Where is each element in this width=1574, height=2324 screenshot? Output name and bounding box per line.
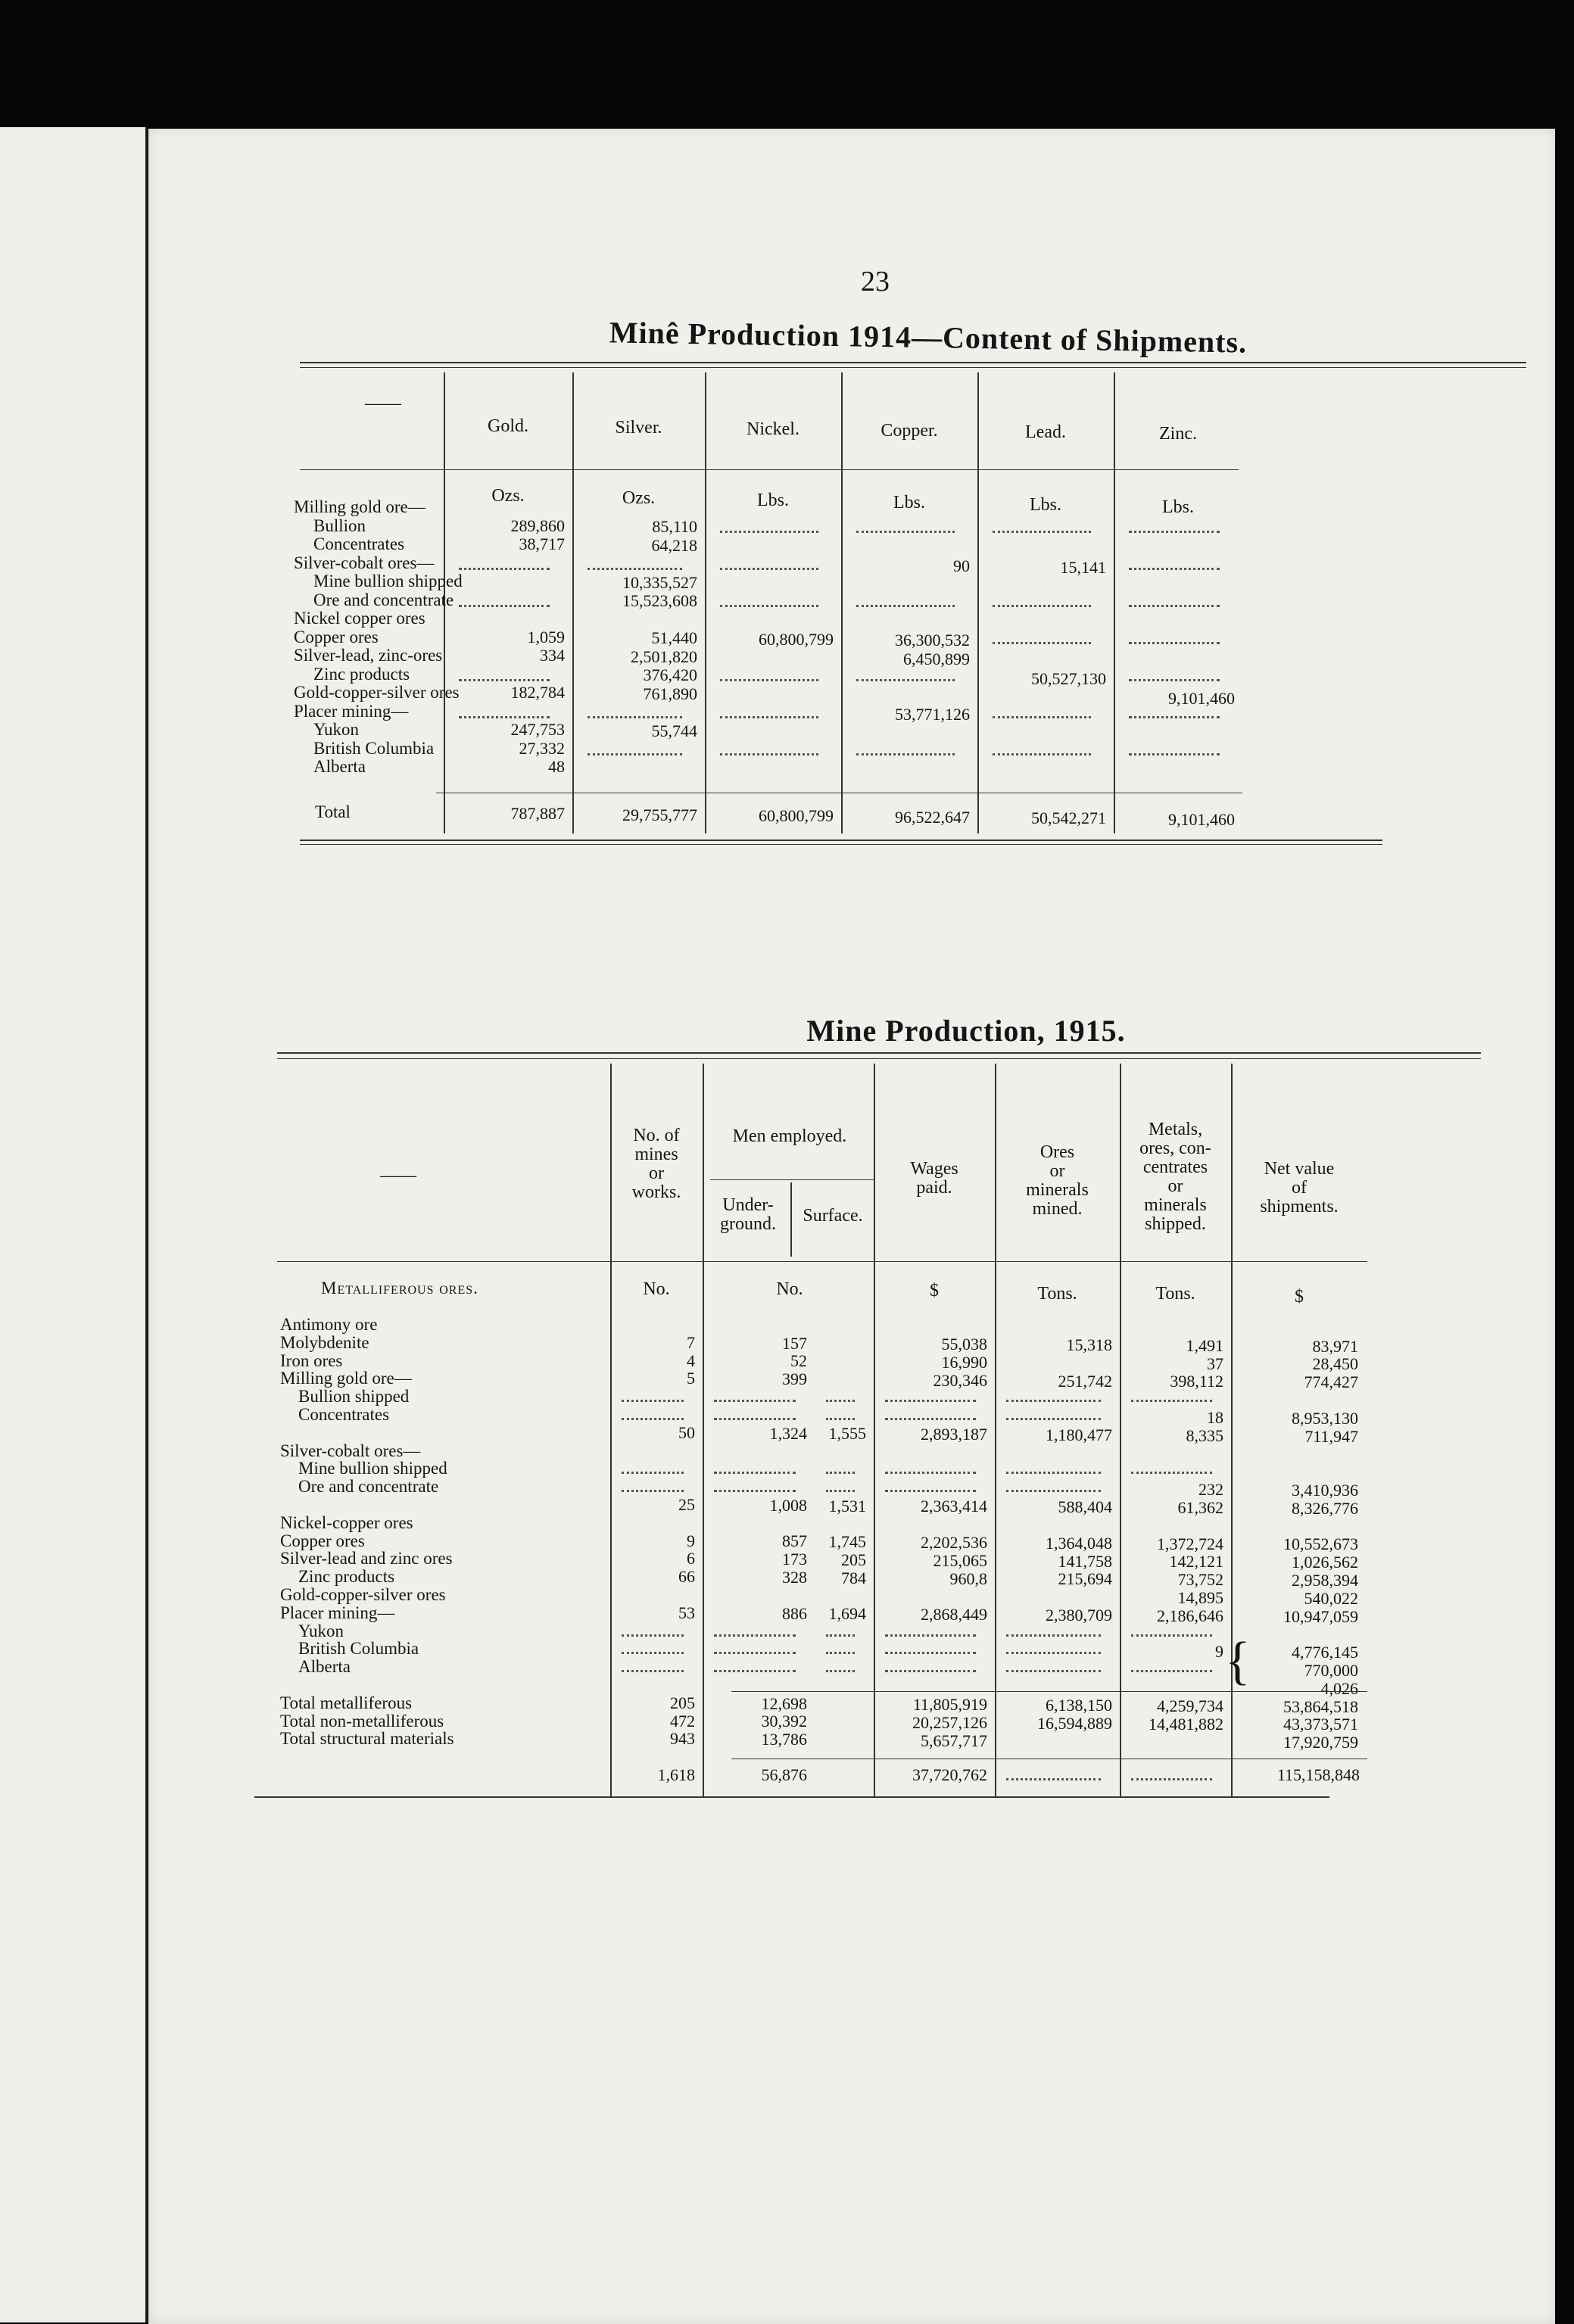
cell-value: 38,717 — [519, 534, 565, 553]
page-number: 23 — [861, 266, 890, 298]
leader-dots — [885, 1490, 976, 1492]
leader-dots — [856, 753, 955, 755]
row-label: British Columbia — [298, 1639, 419, 1659]
leader-dots — [826, 1634, 855, 1637]
men-employed-rule — [710, 1179, 875, 1180]
cell-value: 2,186,646 — [1157, 1606, 1223, 1625]
cell-value: 8,326,776 — [1292, 1498, 1358, 1518]
cell-value: 1,364,048 — [1046, 1533, 1112, 1553]
column-header: Zinc. — [1159, 424, 1197, 444]
cell-value: 2,958,394 — [1292, 1571, 1358, 1590]
header-net-value: Net value of shipments. — [1260, 1159, 1339, 1217]
leader-dots — [714, 1490, 796, 1492]
cell-value: 14,481,882 — [1149, 1714, 1223, 1734]
row-label: British Columbia — [313, 738, 435, 758]
leader-dots — [714, 1418, 796, 1420]
leader-dots — [1129, 753, 1220, 755]
leader-dots — [459, 679, 550, 681]
cell-value: 6 — [687, 1549, 695, 1569]
leader-dots — [885, 1634, 976, 1637]
cell-value: 53,771,126 — [895, 705, 970, 724]
leader-dots — [993, 605, 1091, 607]
leader-dots — [885, 1418, 976, 1420]
table1-top-rule-2 — [300, 367, 1526, 368]
column-rule — [705, 372, 706, 833]
cell-value: 960,8 — [949, 1569, 987, 1588]
cell-value: 51,440 — [651, 628, 697, 647]
total-value: 50,542,271 — [1031, 808, 1106, 827]
leader-dots — [993, 642, 1091, 644]
leader-dots — [826, 1400, 855, 1402]
cell-value: 472 — [670, 1711, 695, 1731]
cell-value: 399 — [782, 1369, 807, 1389]
cell-value: 55,744 — [651, 721, 697, 740]
leader-dots — [856, 679, 955, 681]
cell-value: 205 — [841, 1550, 866, 1569]
unit-mines: No. — [643, 1279, 670, 1299]
row-label: Molybdenite — [280, 1332, 369, 1352]
cell-value: 15,141 — [1060, 557, 1106, 577]
cell-value: 10,552,673 — [1283, 1534, 1358, 1554]
cell-value: 1,026,562 — [1292, 1553, 1358, 1572]
column-rule — [977, 372, 979, 833]
row-label: Iron ores — [280, 1350, 343, 1370]
cell-value: 2,893,187 — [921, 1425, 987, 1444]
row-label: Yukon — [298, 1621, 344, 1640]
cell-value: 10,947,059 — [1283, 1606, 1358, 1626]
row-label: Yukon — [313, 720, 360, 739]
cell-value: 376,420 — [643, 665, 697, 684]
leader-dots — [622, 1670, 684, 1672]
leader-dots — [1006, 1400, 1101, 1402]
row-label: Zinc products — [313, 664, 410, 684]
adjacent-page-edge — [0, 127, 148, 2322]
unit-ores: Tons. — [1037, 1284, 1077, 1304]
leader-dots — [1129, 568, 1220, 570]
leader-dots — [885, 1670, 976, 1672]
row-label: Copper ores — [294, 627, 379, 646]
cell-value: 13,786 — [761, 1730, 807, 1749]
leader-dots — [720, 531, 818, 533]
cell-value: 43,373,571 — [1283, 1715, 1358, 1734]
cell-value: 90 — [953, 556, 970, 575]
column-unit: Ozs. — [622, 488, 656, 508]
cell-value: 2,380,709 — [1046, 1606, 1112, 1625]
cell-value: 1,180,477 — [1046, 1425, 1112, 1444]
grand-total-value: 37,720,762 — [912, 1765, 987, 1785]
cell-value: 37 — [1207, 1354, 1223, 1373]
cell-value: 52 — [790, 1351, 807, 1371]
leader-dots — [1006, 1634, 1101, 1637]
row-label: Gold-copper-silver ores — [280, 1585, 446, 1604]
cell-value: 5,657,717 — [921, 1731, 987, 1750]
leader-dots — [714, 1472, 796, 1474]
cell-value: 540,022 — [1304, 1588, 1358, 1608]
row-label: Mine bullion shipped — [313, 572, 463, 590]
leader-dots — [459, 568, 550, 570]
row-label: Nickel-copper ores — [280, 1512, 413, 1532]
cell-value: 857 — [782, 1531, 807, 1551]
leader-dots — [1006, 1418, 1101, 1420]
column-header: Gold. — [488, 416, 528, 436]
cell-value: 53,864,518 — [1283, 1696, 1358, 1716]
cell-value: 11,805,919 — [912, 1695, 987, 1715]
leader-dots — [826, 1652, 855, 1654]
leader-dots — [856, 531, 955, 533]
leader-dots — [622, 1418, 684, 1420]
row-label: Total metalliferous — [280, 1693, 413, 1712]
cell-value: 2,868,449 — [921, 1605, 987, 1625]
leader-dots — [714, 1400, 796, 1402]
table1-stub-header: —— — [365, 394, 401, 413]
cell-value: 12,698 — [761, 1693, 807, 1713]
leader-dots — [1131, 1778, 1212, 1780]
row-label: Copper ores — [280, 1531, 365, 1550]
cell-value: 28,450 — [1312, 1354, 1358, 1374]
header-ores: Ores or minerals mined. — [1026, 1142, 1089, 1219]
leader-dots — [1131, 1670, 1212, 1672]
cell-value: 15,318 — [1066, 1335, 1112, 1354]
cell-value: 588,404 — [1058, 1497, 1112, 1517]
row-label: Total non-metalliferous — [280, 1711, 444, 1731]
column-rule — [790, 1182, 792, 1257]
brace: { — [1225, 1632, 1251, 1691]
cell-value: 8,335 — [1186, 1425, 1223, 1445]
cell-value: 20,257,126 — [912, 1713, 987, 1732]
cell-value: 25 — [678, 1495, 695, 1514]
cell-value: 50 — [678, 1422, 695, 1442]
cell-value: 48 — [548, 757, 565, 776]
cell-value: 1,059 — [527, 627, 565, 646]
cell-value: 85,110 — [652, 517, 697, 536]
leader-dots — [1129, 679, 1220, 681]
row-label: Concentrates — [313, 534, 405, 553]
cell-value: 9,101,460 — [1168, 688, 1235, 708]
row-label: Milling gold ore— — [294, 497, 425, 516]
column-unit: Lbs. — [1162, 497, 1194, 517]
cell-value: 7 — [687, 1332, 695, 1352]
cell-value: 328 — [782, 1568, 807, 1587]
cell-value: 5 — [687, 1369, 695, 1388]
total-value: 29,755,777 — [622, 805, 697, 824]
leader-dots — [885, 1472, 976, 1474]
cell-value: 1,555 — [828, 1424, 866, 1444]
cell-value: 10,335,527 — [622, 572, 697, 592]
leader-dots — [459, 716, 550, 718]
leader-dots — [622, 1472, 684, 1474]
cell-value: 247,753 — [510, 720, 565, 739]
cell-value: 4,026 — [1320, 1678, 1358, 1698]
cell-value: 4 — [687, 1350, 695, 1370]
leader-dots — [714, 1670, 796, 1672]
cell-value: 27,332 — [519, 738, 565, 758]
total-value: 9,101,460 — [1168, 809, 1235, 829]
cell-value: 4,776,145 — [1292, 1643, 1358, 1662]
header-mines: No. of mines or works. — [631, 1126, 681, 1202]
column-unit: Lbs. — [1030, 495, 1061, 515]
table2-stub-header: —— — [380, 1166, 416, 1185]
leader-dots — [885, 1652, 976, 1654]
column-unit: Lbs. — [757, 491, 789, 510]
grand-total-value: 115,158,848 — [1276, 1765, 1360, 1785]
leader-dots — [885, 1400, 976, 1402]
cell-value: 215,065 — [933, 1550, 987, 1570]
column-header: Copper. — [881, 421, 938, 441]
cell-value: 36,300,532 — [895, 631, 970, 650]
cell-value: 784 — [841, 1568, 866, 1587]
row-label: Zinc products — [298, 1567, 395, 1587]
table1-header-rule — [300, 469, 1239, 470]
column-rule — [841, 372, 843, 833]
cell-value: 50,527,130 — [1031, 668, 1106, 688]
row-label: Silver-cobalt ores— — [294, 553, 435, 572]
leader-dots — [714, 1634, 796, 1637]
row-label: Silver-lead and zinc ores — [280, 1549, 453, 1569]
cell-value: 770,000 — [1304, 1661, 1358, 1680]
column-rule — [1114, 372, 1115, 833]
leader-dots — [1131, 1400, 1212, 1402]
row-label: Ore and concentrate — [298, 1477, 439, 1497]
row-label: Silver-cobalt ores— — [280, 1441, 421, 1460]
unit-men: No. — [776, 1279, 803, 1299]
cell-value: 16,594,889 — [1037, 1713, 1112, 1733]
section-label: Metalliferous ores. — [321, 1279, 478, 1298]
row-label: Placer mining— — [294, 701, 409, 721]
cell-value: 53 — [678, 1603, 695, 1622]
leader-dots — [622, 1634, 684, 1637]
leader-dots — [826, 1490, 855, 1492]
table2-bottom-rule — [254, 1796, 1329, 1798]
cell-value: 3,410,936 — [1292, 1481, 1358, 1500]
leader-dots — [1006, 1778, 1101, 1780]
cell-value: 18 — [1207, 1408, 1223, 1427]
cell-value: 141,758 — [1058, 1551, 1112, 1571]
leader-dots — [588, 568, 682, 570]
header-wages: Wages paid. — [910, 1159, 958, 1198]
document-page — [148, 129, 1555, 2324]
cell-value: 173 — [782, 1550, 807, 1569]
column-unit: Ozs. — [491, 486, 525, 506]
leader-dots — [993, 531, 1091, 533]
cell-value: 64,218 — [651, 535, 697, 555]
leader-dots — [1129, 531, 1220, 533]
leader-dots — [622, 1490, 684, 1492]
column-header: Lead. — [1025, 422, 1066, 442]
leader-dots — [1006, 1670, 1101, 1672]
cell-value: 2,202,536 — [921, 1533, 987, 1552]
leader-dots — [720, 753, 818, 755]
row-label: Alberta — [313, 757, 366, 776]
table2-top-rule — [277, 1052, 1481, 1054]
leader-dots — [993, 716, 1091, 718]
row-label-total: Total — [315, 802, 351, 821]
cell-value: 66 — [678, 1567, 695, 1587]
row-label: Alberta — [298, 1657, 351, 1677]
cell-value: 334 — [540, 646, 565, 665]
cell-value: 60,800,799 — [759, 629, 834, 649]
table1-bottom-rule — [300, 840, 1382, 841]
cell-value: 1,491 — [1186, 1335, 1223, 1355]
leader-dots — [826, 1418, 855, 1420]
row-label: Silver-lead, zinc-ores — [294, 646, 443, 665]
leader-dots — [1131, 1634, 1212, 1637]
column-unit: Lbs. — [893, 493, 925, 512]
table2-top-rule-2 — [277, 1058, 1481, 1059]
cell-value: 83,971 — [1312, 1336, 1358, 1356]
cell-value: 205 — [670, 1693, 695, 1712]
row-label: Milling gold ore— — [280, 1369, 412, 1388]
cell-value: 943 — [670, 1729, 695, 1749]
header-surface: Surface. — [803, 1206, 863, 1226]
leader-dots — [1131, 1472, 1212, 1474]
table1-top-rule — [300, 362, 1526, 363]
row-label: Antimony ore — [280, 1315, 378, 1334]
leader-dots — [588, 716, 682, 718]
cell-value: 774,427 — [1304, 1372, 1358, 1392]
cell-value: 398,112 — [1170, 1372, 1223, 1391]
leader-dots — [622, 1400, 684, 1402]
unit-metals: Tons. — [1155, 1284, 1195, 1304]
cell-value: 9 — [687, 1531, 695, 1550]
row-label: Ore and concentrate — [313, 590, 454, 609]
leader-dots — [1129, 716, 1220, 718]
cell-value: 17,920,759 — [1283, 1733, 1358, 1752]
row-label: Nickel copper ores — [294, 609, 425, 628]
leader-dots — [1129, 642, 1220, 644]
cell-value: 6,138,150 — [1046, 1696, 1112, 1715]
cell-value: 230,346 — [933, 1370, 987, 1390]
column-header: Nickel. — [746, 419, 799, 439]
cell-value: 2,363,414 — [921, 1497, 987, 1516]
cell-value: 16,990 — [941, 1353, 987, 1372]
table2-title: Mine Production, 1915. — [806, 1014, 1126, 1048]
grand-total-value: 1,618 — [657, 1765, 695, 1785]
leader-dots — [714, 1652, 796, 1654]
cell-value: 1,694 — [828, 1604, 866, 1624]
cell-value: 232 — [1198, 1480, 1223, 1500]
cell-value: 157 — [782, 1333, 807, 1353]
cell-value: 61,362 — [1177, 1498, 1223, 1517]
cell-value: 9 — [1215, 1642, 1223, 1662]
cell-value: 251,742 — [1058, 1371, 1112, 1391]
cell-value: 15,523,608 — [622, 591, 697, 610]
column-header: Silver. — [615, 418, 662, 438]
cell-value: 142,121 — [1169, 1552, 1223, 1572]
row-label: Mine bullion shipped — [298, 1459, 447, 1478]
cell-value: 30,392 — [761, 1712, 807, 1731]
row-label: Gold-copper-silver ores — [294, 683, 460, 702]
cell-value: 289,860 — [510, 516, 565, 535]
table1-bottom-rule-2 — [300, 844, 1382, 845]
row-label: Bullion — [313, 516, 366, 535]
cell-value: 711,947 — [1304, 1426, 1358, 1446]
cell-value: 1,008 — [769, 1495, 807, 1515]
cell-value: 215,694 — [1058, 1569, 1112, 1589]
leader-dots — [1129, 605, 1220, 607]
cell-value: 6,450,899 — [903, 649, 970, 668]
leader-dots — [720, 605, 818, 607]
cell-value: 886 — [782, 1603, 807, 1623]
unit-wages: $ — [930, 1281, 939, 1301]
total-value: 60,800,799 — [759, 806, 834, 825]
cell-value: 182,784 — [510, 683, 565, 702]
leader-dots — [622, 1652, 684, 1654]
row-label: Concentrates — [298, 1405, 390, 1424]
table2-subtotal-rule — [731, 1691, 1367, 1692]
row-label: Total structural materials — [280, 1729, 454, 1749]
grand-total-value: 56,876 — [761, 1765, 807, 1785]
header-men-employed: Men employed. — [732, 1126, 847, 1146]
cell-value: 14,895 — [1177, 1588, 1223, 1607]
header-underground: Under- ground. — [720, 1195, 776, 1234]
leader-dots — [459, 605, 550, 607]
leader-dots — [720, 568, 818, 570]
leader-dots — [856, 605, 955, 607]
leader-dots — [1006, 1652, 1101, 1654]
cell-value: 1,372,724 — [1157, 1534, 1223, 1553]
leader-dots — [588, 753, 682, 755]
unit-net: $ — [1295, 1287, 1304, 1307]
cell-value: 8,953,130 — [1292, 1408, 1358, 1428]
cell-value: 1,324 — [769, 1423, 807, 1443]
leader-dots — [720, 679, 818, 681]
leader-dots — [993, 753, 1091, 755]
row-label: Bullion shipped — [298, 1387, 410, 1407]
total-value: 787,887 — [510, 804, 565, 823]
table1-title: Minê Production 1914—Content of Shipments. — [609, 315, 1248, 360]
total-value: 96,522,647 — [895, 807, 970, 827]
cell-value: 1,745 — [828, 1532, 866, 1552]
cell-value: 73,752 — [1177, 1570, 1223, 1590]
cell-value: 55,038 — [941, 1335, 987, 1354]
leader-dots — [1006, 1472, 1101, 1474]
cell-value: 761,890 — [643, 684, 697, 703]
header-metals: Metals, ores, con- centrates or minerals shipped. — [1139, 1120, 1211, 1234]
table2-header-rule — [277, 1261, 1367, 1262]
leader-dots — [826, 1472, 855, 1474]
leader-dots — [720, 716, 818, 718]
row-label: Placer mining— — [280, 1603, 395, 1622]
leader-dots — [826, 1670, 855, 1672]
leader-dots — [1006, 1490, 1101, 1492]
cell-value: 1,531 — [828, 1496, 866, 1516]
cell-value: 4,259,734 — [1157, 1696, 1223, 1715]
cell-value: 2,501,820 — [631, 646, 697, 666]
